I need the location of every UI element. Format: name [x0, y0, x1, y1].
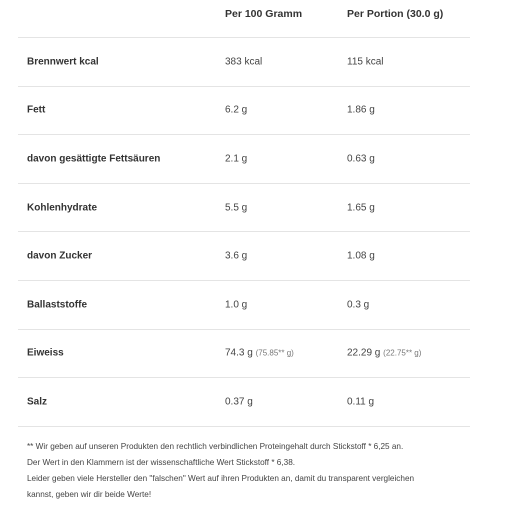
portion-main-value: 22.29 g	[347, 347, 381, 359]
portion-value	[347, 396, 374, 407]
per100-main-value: 383 kcal	[225, 56, 263, 68]
per100-value	[225, 251, 247, 262]
footnote-line: Der Wert in den Klammern ist der wissenschaftliche Wert Stickstoff * 6,38.	[27, 458, 296, 467]
portion-value	[347, 299, 369, 310]
per100-value	[225, 348, 294, 359]
portion-main-value: 1.08 g	[347, 250, 375, 262]
nutrient-label: Kohlenhydrate	[27, 202, 98, 214]
nutrient-label: Eiweiss	[27, 347, 64, 359]
per100-value	[225, 56, 262, 67]
table-row	[18, 184, 470, 233]
nutrient-label: Salz	[27, 396, 48, 408]
portion-main-value: 1.65 g	[347, 202, 375, 214]
portion-value	[347, 153, 375, 164]
nutrient-label: Brennwert kcal	[27, 56, 99, 68]
per100-main-value: 6.2 g	[225, 104, 248, 116]
nutrient-label: Ballaststoffe	[27, 299, 88, 311]
per100-main-value: 0.37 g	[225, 396, 253, 408]
table-row	[18, 38, 470, 87]
per100-main-value: 2.1 g	[225, 153, 248, 165]
nutrient-label: davon Zucker	[27, 250, 93, 262]
column-header-per-portion: Per Portion (30.0 g)	[347, 8, 444, 20]
footnote-line: Leider geben viele Hersteller den "falschen" Wert auf ihren Produkten an, damit du transparent vergleichen	[27, 474, 415, 483]
portion-main-value: 1.86 g	[347, 104, 375, 116]
table-row	[18, 281, 470, 330]
portion-value	[347, 202, 375, 213]
per100-value	[225, 202, 247, 213]
protein-footnote	[27, 439, 477, 503]
per100-scientific-value: (75.85** g)	[255, 348, 294, 358]
column-header-per-100g: Per 100 Gramm	[225, 8, 303, 20]
portion-value	[347, 105, 375, 116]
nutrition-table	[18, 0, 470, 427]
per100-value	[225, 153, 247, 164]
per100-main-value: 5.5 g	[225, 202, 248, 214]
table-row	[18, 330, 470, 379]
portion-value	[347, 251, 375, 262]
portion-scientific-value: (22.75** g)	[383, 348, 422, 358]
per100-main-value: 1.0 g	[225, 299, 248, 311]
footnote-line: ** Wir geben auf unseren Produkten den rechtlich verbindlichen Proteingehalt durch Stickstoff * 6,25 an.	[27, 442, 404, 451]
table-row	[18, 232, 470, 281]
per100-main-value: 74.3 g	[225, 347, 253, 359]
portion-main-value: 0.63 g	[347, 153, 375, 165]
per100-value	[225, 396, 253, 407]
per100-value	[225, 105, 247, 116]
per100-main-value: 3.6 g	[225, 250, 248, 262]
table-row	[18, 378, 470, 427]
nutrient-label: davon gesättigte Fettsäuren	[27, 153, 161, 165]
portion-main-value: 0.11 g	[347, 396, 375, 408]
portion-main-value: 0.3 g	[347, 299, 370, 311]
portion-value	[347, 56, 384, 67]
per100-value	[225, 299, 247, 310]
nutrient-label: Fett	[27, 104, 46, 116]
table-header-row	[18, 0, 470, 38]
portion-main-value: 115 kcal	[347, 56, 384, 68]
table-row	[18, 87, 470, 136]
portion-value	[347, 348, 421, 359]
table-row	[18, 135, 470, 184]
footnote-line: kannst, geben wir dir beide Werte!	[27, 490, 152, 499]
